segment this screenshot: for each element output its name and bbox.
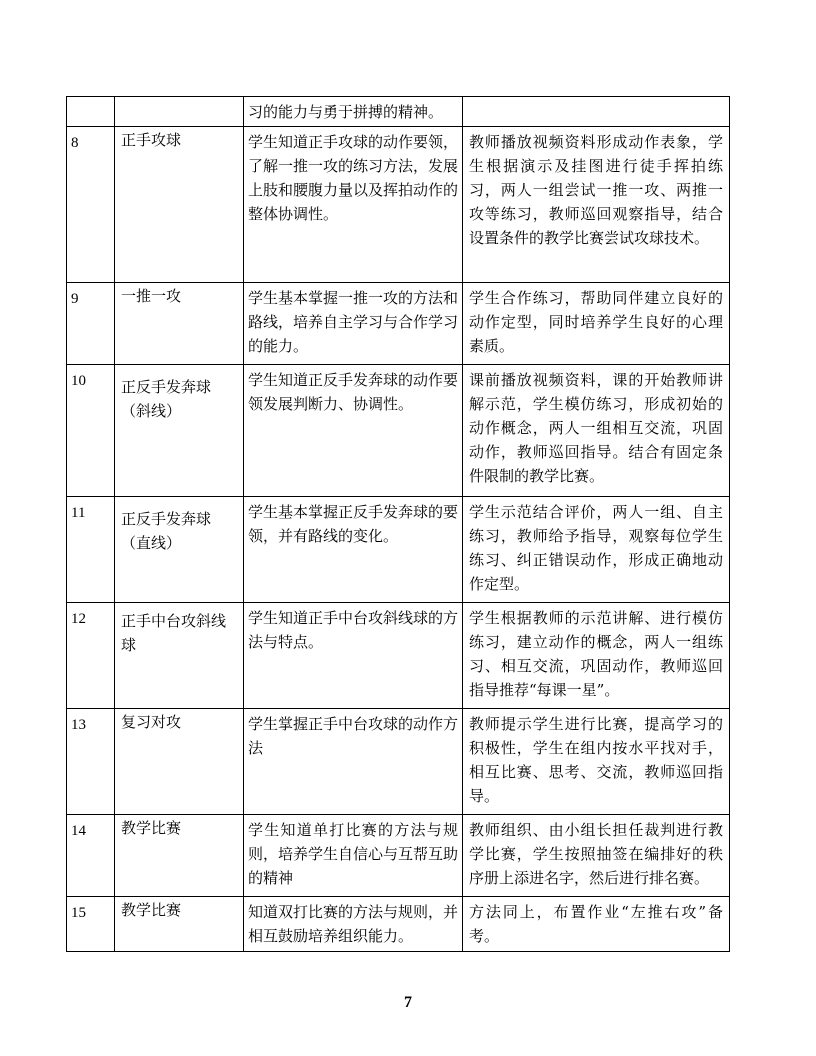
lesson-method — [463, 97, 730, 127]
lesson-goal: 学生知道单打比赛的方法与规则，培养学生自信心与互帮互助的精神 — [244, 815, 463, 897]
lesson-topic — [115, 97, 244, 127]
table-row — [67, 283, 730, 365]
lesson-method: 学生合作练习，帮助同伴建立良好的动作定型，同时培养学生良好的心理素质。 — [463, 283, 730, 365]
table-row — [67, 497, 730, 603]
lesson-plan-table — [66, 96, 730, 952]
table-row — [67, 709, 730, 815]
lesson-method: 教师播放视频资料形成动作表象，学生根据演示及挂图进行徒手挥拍练习，两人一组尝试一推一攻、两推一攻等练习，教师巡回观察指导，结合设置条件的教学比赛尝试攻球技术。 — [463, 127, 730, 283]
lesson-method: 课前播放视频资料，课的开始教师讲解示范，学生模仿练习，形成初始的动作概念，两人一组相互交流，巩固动作，教师巡回指导。结合有固定条件限制的教学比赛。 — [463, 365, 730, 497]
lesson-method: 教师提示学生进行比赛，提高学习的积极性，学生在组内按水平找对手，相互比赛、思考、交流，教师巡回指导。 — [463, 709, 730, 815]
lesson-topic: 正反手发奔球（直线） — [115, 497, 244, 603]
lesson-number: 10 — [67, 365, 115, 497]
lesson-goal: 学生基本掌握一推一攻的方法和路线，培养自主学习与合作学习的能力。 — [244, 283, 463, 365]
lesson-goal: 学生基本掌握正反手发奔球的要领，并有路线的变化。 — [244, 497, 463, 603]
lesson-method: 教师组织、由小组长担任裁判进行教学比赛，学生按照抽签在编排好的秩序册上添进名字，然后进行排名赛。 — [463, 815, 730, 897]
lesson-goal: 知道双打比赛的方法与规则，并相互鼓励培养组织能力。 — [244, 897, 463, 952]
table-row — [67, 603, 730, 709]
table-row — [67, 897, 730, 952]
lesson-goal: 学生掌握正手中台攻球的动作方法 — [244, 709, 463, 815]
table-row — [67, 365, 730, 497]
lesson-method: 方法同上，布置作业“左推右攻”备考。 — [463, 897, 730, 952]
lesson-topic: 教学比赛 — [115, 897, 244, 952]
table-row — [67, 815, 730, 897]
lesson-goal: 习的能力与勇于拼搏的精神。 — [244, 97, 463, 127]
lesson-goal: 学生知道正手攻球的动作要领，了解一推一攻的练习方法，发展上肢和腰腹力量以及挥拍动作的整体协调性。 — [244, 127, 463, 283]
lesson-topic: 正手中台攻斜线球 — [115, 603, 244, 709]
lesson-number: 9 — [67, 283, 115, 365]
lesson-number: 11 — [67, 497, 115, 603]
lesson-goal: 学生知道正反手发奔球的动作要领发展判断力、协调性。 — [244, 365, 463, 497]
lesson-number: 13 — [67, 709, 115, 815]
lesson-method: 学生根据教师的示范讲解、进行模仿练习，建立动作的概念，两人一组练习、相互交流，巩固动作，教师巡回指导推荐“每课一星”。 — [463, 603, 730, 709]
table-row — [67, 127, 730, 283]
lesson-topic: 教学比赛 — [115, 815, 244, 897]
lesson-topic: 复习对攻 — [115, 709, 244, 815]
page-number: 7 — [404, 994, 412, 1011]
table-row — [67, 97, 730, 127]
lesson-number: 8 — [67, 127, 115, 283]
lesson-number: 15 — [67, 897, 115, 952]
lesson-number: 14 — [67, 815, 115, 897]
lesson-topic: 一推一攻 — [115, 283, 244, 365]
lesson-method: 学生示范结合评价，两人一组、自主练习，教师给予指导，观察每位学生练习、纠正错误动作，形成正确地动作定型。 — [463, 497, 730, 603]
lesson-number — [67, 97, 115, 127]
lesson-topic: 正反手发奔球（斜线） — [115, 365, 244, 497]
lesson-goal: 学生知道正手中台攻斜线球的方法与特点。 — [244, 603, 463, 709]
lesson-topic: 正手攻球 — [115, 127, 244, 283]
lesson-number: 12 — [67, 603, 115, 709]
